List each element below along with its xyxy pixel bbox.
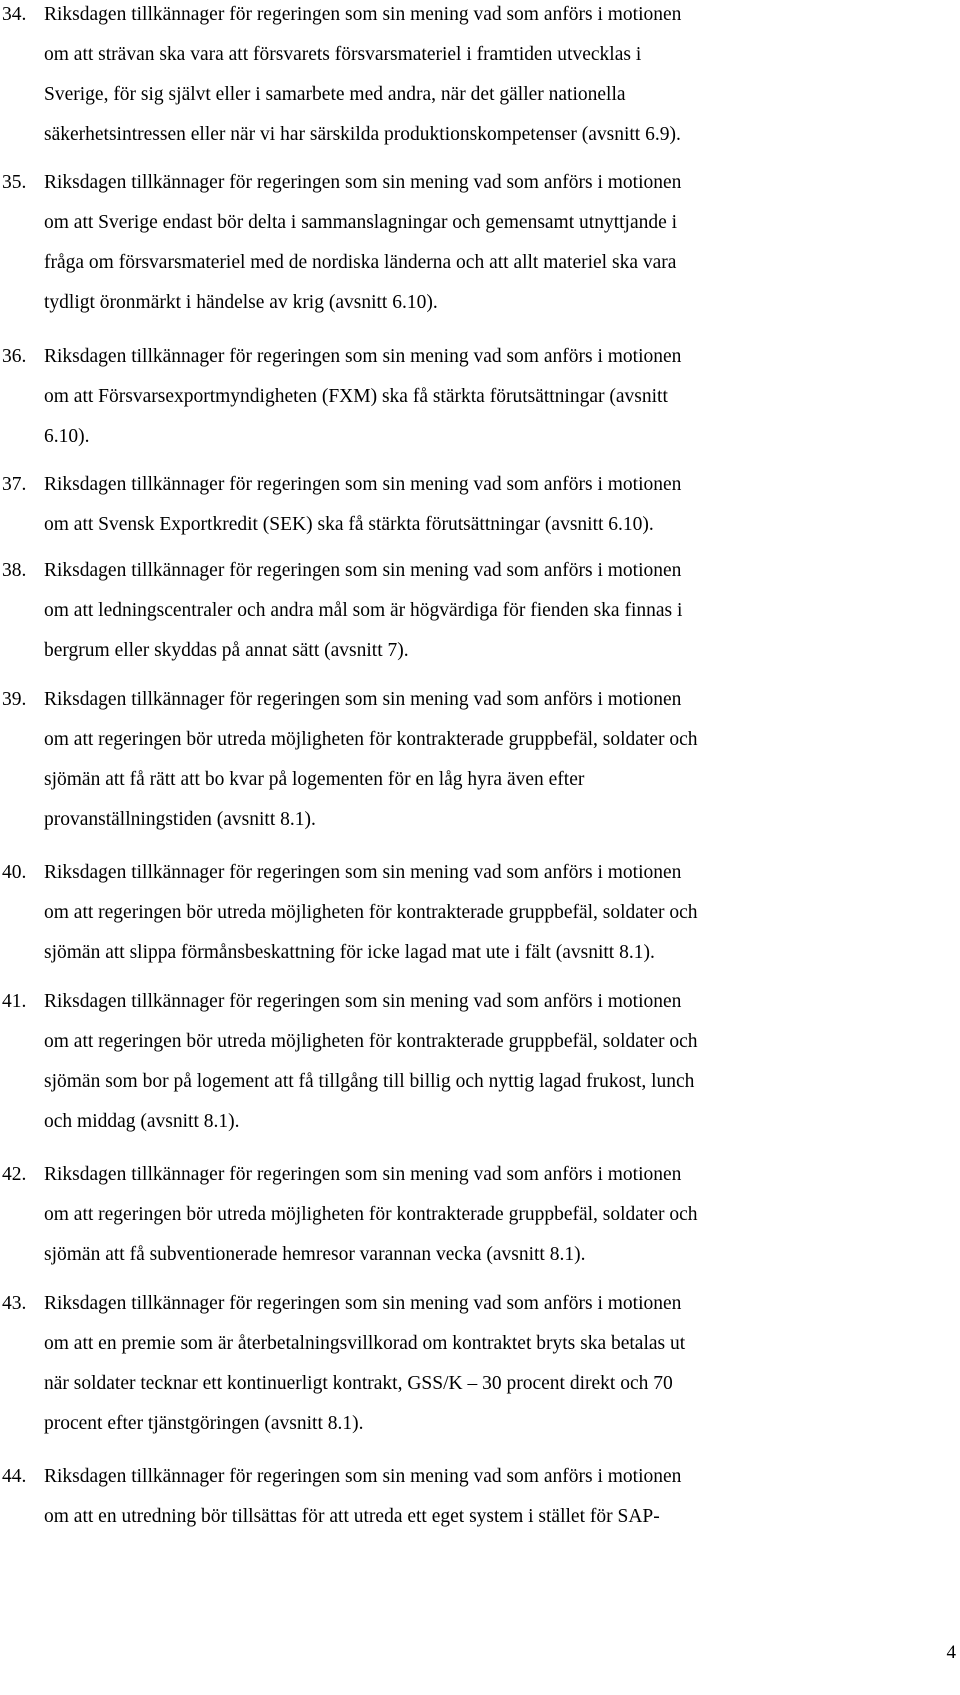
- list-item-35: [0, 163, 948, 323]
- text-line: Riksdagen tillkännager för regeringen som sin mening vad som anförs i motionen: [44, 560, 682, 581]
- text-line: Riksdagen tillkännager för regeringen som sin mening vad som anförs i motionen: [44, 689, 682, 710]
- list-item-43: [0, 1284, 948, 1444]
- text-line: Riksdagen tillkännager för regeringen som sin mening vad som anförs i motionen: [44, 1164, 682, 1185]
- text-line: Riksdagen tillkännager för regeringen som sin mening vad som anförs i motionen: [44, 474, 682, 495]
- text-line: om att Sverige endast bör delta i sammanslagningar och gemensamt utnyttjande i: [44, 212, 678, 233]
- text-line: om att en premie som är återbetalningsvillkorad om kontraktet bryts ska betalas ut: [44, 1333, 686, 1354]
- text-line: Sverige, för sig självt eller i samarbete med andra, när det gäller nationella: [44, 84, 626, 105]
- item-text: [44, 680, 948, 840]
- list-item-34: [0, 0, 948, 155]
- item-number: 40.: [2, 862, 27, 883]
- text-line: sjömän att slippa förmånsbeskattning för icke lagad mat ute i fält (avsnitt 8.1).: [44, 942, 655, 963]
- item-text: [44, 1284, 948, 1444]
- item-number: 44.: [2, 1466, 27, 1487]
- text-line: om att Svensk Exportkredit (SEK) ska få stärkta förutsättningar (avsnitt 6.10).: [44, 514, 654, 535]
- list-item-41: [0, 982, 948, 1142]
- text-line: Riksdagen tillkännager för regeringen som sin mening vad som anförs i motionen: [44, 1293, 682, 1314]
- text-line: om att regeringen bör utreda möjligheten för kontrakterade gruppbefäl, soldater och: [44, 902, 698, 923]
- text-line: Riksdagen tillkännager för regeringen som sin mening vad som anförs i motionen: [44, 1466, 682, 1487]
- text-line: sjömän som bor på logement att få tillgång till billig och nyttig lagad frukost, lunch: [44, 1071, 695, 1092]
- item-number: 43.: [2, 1293, 27, 1314]
- list-item-37: [0, 465, 948, 545]
- item-text: [44, 551, 948, 671]
- text-line: Riksdagen tillkännager för regeringen som sin mening vad som anförs i motionen: [44, 4, 682, 25]
- text-line: när soldater tecknar ett kontinuerligt kontrakt, GSS/K – 30 procent direkt och 70: [44, 1373, 673, 1394]
- text-line: om att regeringen bör utreda möjligheten för kontrakterade gruppbefäl, soldater och: [44, 1031, 698, 1052]
- list-item-42: [0, 1155, 948, 1275]
- item-text: [44, 1457, 948, 1537]
- item-text: [44, 163, 948, 323]
- item-text: [44, 465, 948, 545]
- text-line: säkerhetsintressen eller när vi har särskilda produktionskompetenser (avsnitt 6.9).: [44, 124, 681, 145]
- text-line: procent efter tjänstgöringen (avsnitt 8.1).: [44, 1413, 364, 1434]
- text-line: fråga om försvarsmateriel med de nordiska länderna och att allt materiel ska vara: [44, 252, 677, 273]
- item-number: 37.: [2, 474, 27, 495]
- text-line: om att regeringen bör utreda möjligheten för kontrakterade gruppbefäl, soldater och: [44, 1204, 698, 1225]
- text-line: om att ledningscentraler och andra mål som är högvärdiga för fienden ska finnas i: [44, 600, 683, 621]
- text-line: bergrum eller skyddas på annat sätt (avsnitt 7).: [44, 640, 409, 661]
- item-text: [44, 1155, 948, 1275]
- list-item-39: [0, 680, 948, 840]
- page-number: 4: [946, 1642, 956, 1663]
- text-line: Riksdagen tillkännager för regeringen som sin mening vad som anförs i motionen: [44, 346, 682, 367]
- text-line: och middag (avsnitt 8.1).: [44, 1111, 240, 1132]
- item-number: 36.: [2, 346, 27, 367]
- list-item-36: [0, 337, 948, 457]
- item-number: 41.: [2, 991, 27, 1012]
- item-number: 42.: [2, 1164, 27, 1185]
- text-line: om att Försvarsexportmyndigheten (FXM) ska få stärkta förutsättningar (avsnitt: [44, 386, 668, 407]
- item-number: 34.: [2, 4, 27, 25]
- item-number: 35.: [2, 172, 27, 193]
- text-line: sjömän att få subventionerade hemresor varannan vecka (avsnitt 8.1).: [44, 1244, 586, 1265]
- item-number: 38.: [2, 560, 27, 581]
- item-number: 39.: [2, 689, 27, 710]
- item-text: [44, 337, 948, 457]
- text-line: Riksdagen tillkännager för regeringen som sin mening vad som anförs i motionen: [44, 991, 682, 1012]
- list-item-44: [0, 1457, 948, 1537]
- text-line: om att regeringen bör utreda möjligheten för kontrakterade gruppbefäl, soldater och: [44, 729, 698, 750]
- text-line: provanställningstiden (avsnitt 8.1).: [44, 809, 316, 830]
- list-item-40: [0, 853, 948, 973]
- text-line: 6.10).: [44, 426, 90, 447]
- text-line: om att en utredning bör tillsättas för att utreda ett eget system i stället för SAP-: [44, 1506, 660, 1527]
- item-text: [44, 853, 948, 973]
- text-line: sjömän att få rätt att bo kvar på logementen för en låg hyra även efter: [44, 769, 585, 790]
- text-line: Riksdagen tillkännager för regeringen som sin mening vad som anförs i motionen: [44, 862, 682, 883]
- item-text: [44, 0, 948, 155]
- text-line: Riksdagen tillkännager för regeringen som sin mening vad som anförs i motionen: [44, 172, 682, 193]
- item-text: [44, 982, 948, 1142]
- text-line: om att strävan ska vara att försvarets försvarsmateriel i framtiden utvecklas i: [44, 44, 642, 65]
- list-item-38: [0, 551, 948, 671]
- text-line: tydligt öronmärkt i händelse av krig (avsnitt 6.10).: [44, 292, 438, 313]
